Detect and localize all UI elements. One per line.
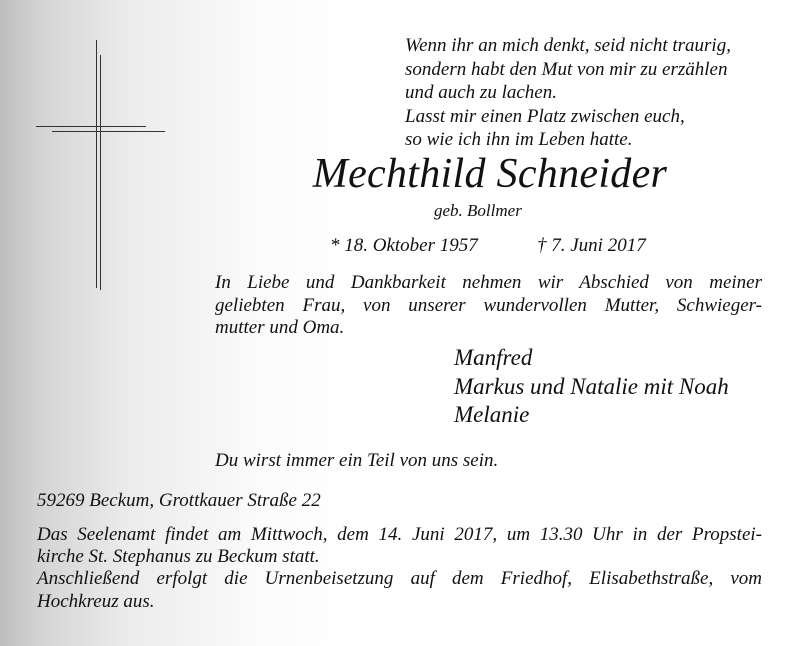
- poem-line: und auch zu lachen.: [405, 82, 557, 104]
- cross-horizontal-line: [52, 131, 165, 132]
- poem-line: Wenn ihr an mich denkt, seid nicht traurig,: [405, 35, 731, 56]
- service-line: Hochkreuz aus.: [37, 590, 155, 612]
- mourner-name: Markus und Natalie mit Noah: [454, 373, 729, 399]
- birth-date: * 18. Oktober 1957: [330, 235, 478, 256]
- farewell-line: In Liebe und Dankbarkeit nehmen wir Abschied von meiner: [215, 272, 762, 293]
- poem-line: sondern habt den Mut von mir zu erzählen: [405, 58, 728, 80]
- farewell-line: mutter und Oma.: [215, 317, 345, 338]
- mourner-name: Manfred: [454, 345, 533, 370]
- poem-line: so wie ich ihn im Leben hatte.: [405, 129, 633, 151]
- service-line: Anschließend erfolgt die Urnenbeisetzung auf dem Friedhof, Elisabethstraße, vom: [37, 568, 762, 590]
- service-line: Das Seelenamt findet am Mittwoch, dem 14. Juni 2017, um 13.30 Uhr in der Propstei-: [37, 524, 762, 545]
- service-line: kirche St. Stephanus zu Beckum statt.: [37, 546, 320, 568]
- cross-horizontal-line: [36, 126, 146, 127]
- motto: Du wirst immer ein Teil von uns sein.: [215, 450, 499, 471]
- death-date: † 7. Juni 2017: [537, 235, 646, 256]
- mourner-name: Melanie: [454, 402, 530, 427]
- deceased-name: Mechthild Schneider: [312, 151, 668, 197]
- service-info: [37, 524, 762, 613]
- mourners-list: [454, 344, 729, 430]
- maiden-name: geb. Bollmer: [434, 201, 522, 220]
- poem: [405, 34, 731, 152]
- family-address: 59269 Beckum, Grottkauer Straße 22: [37, 490, 321, 511]
- poem-line: Lasst mir einen Platz zwischen euch,: [405, 105, 685, 127]
- farewell-line: geliebten Frau, von unserer wundervollen Mutter, Schwieger-: [215, 294, 762, 316]
- farewell-text: [215, 272, 762, 340]
